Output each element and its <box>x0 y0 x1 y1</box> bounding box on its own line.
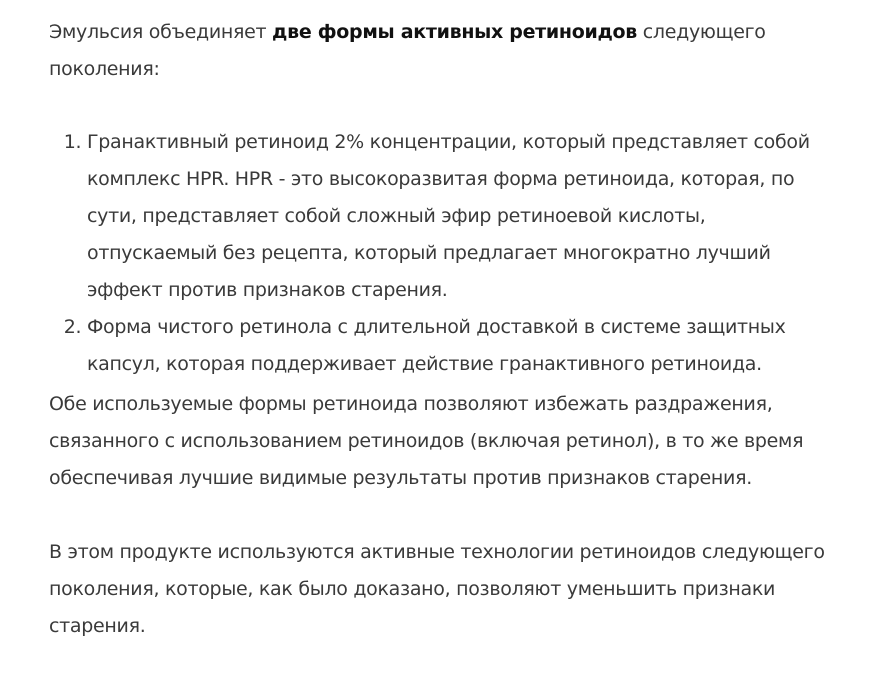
intro-text-end: следующего поколения: <box>49 21 766 80</box>
list-item: 1. Гранактивный ретиноид 2% концентрации, который представляет собой комплекс HPR. HPR - это высокоразвитая форма ретиноида, которая, по сути, представляет собой сложный эфир ретиноевой кислоты, отпускаемый без рецепта, который предлагает многократно лучший эффект против признаков старения. <box>87 124 839 309</box>
retinoid-forms-list <box>49 124 839 383</box>
list-item: 2. Форма чистого ретинола с длительной доставкой в системе защитных капсул, которая поддерживает действие гранактивного ретиноида. <box>87 309 839 383</box>
intro-bold-text: две формы активных ретиноидов <box>272 21 638 43</box>
article-body <box>49 14 839 645</box>
technology-paragraph: В этом продукте используются активные технологии ретиноидов следующего поколения, которые, как было доказано, позволяют уменьшить признаки старения. <box>49 541 825 637</box>
intro-paragraph <box>49 14 839 88</box>
intro-text-start: Эмульсия объединяет <box>49 21 273 43</box>
benefits-paragraph: Обе используемые формы ретиноида позволяют избежать раздражения, связанного с использованием ретиноидов (включая ретинол), в то же время обеспечивая лучшие видимые результаты против признаков старения. <box>49 393 804 489</box>
